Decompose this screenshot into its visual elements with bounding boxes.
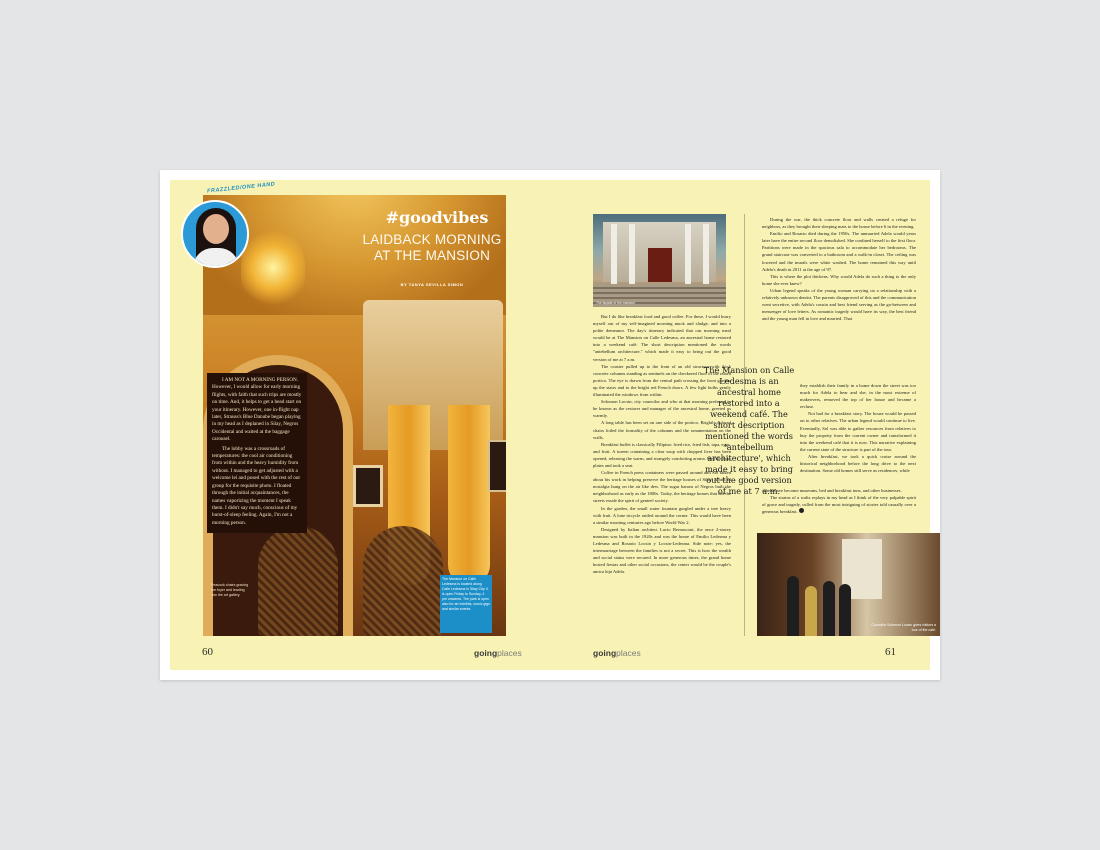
body-paragraph: A long table has been set on one side of the portico. Brightly colored chairs foiled the formality of the columns and the ornamentation on the walls. [593,420,731,440]
tour-group-photo [757,533,940,636]
mansion-facade-photo [593,214,726,307]
wall-portrait [353,465,383,507]
body-paragraph: In the garden, the small water fountain gurgled under a tree heavy with fruit. A lone tricycle rattled around the corner. This would have been a similar morning centuries ago before World War 2. [593,505,731,525]
body-paragraph: they establish their family in a home down the street was too much for Adela to bear and she, in the most extreme of makeovers, removed the top of her house and became a recluse. [800,383,916,410]
magazine-logo-right [593,648,641,658]
pull-quote: The Mansion on Calle Ledesma is an ancestral home restored into a weekend café. The short description mentioned the words 'antebellum architecture', which made it easy to bring out the good version of me at 7 a.m. [703,365,795,496]
tour-photo-caption: Councilor Solomon Locsin gives visitors a tour of the café. [871,623,936,632]
article-column-2-continued [800,382,916,474]
body-paragraph: During the war, the thick concrete floor and walls created a refuge for neighbors, as they brought their sleeping mats to the house before 6 in the evening. [762,217,916,230]
peacock-chair-left [258,526,338,636]
intro-paragraph: I AM NOT A MORNING PERSON. However, I would allow for early morning flights, with faith that such trips are mostly on time. And, it helps to get a head start on your itinerary. However, one in-flight nap later, Strauss's Blue Danube began playing in my head as I deplaned in Silay, Negros Occidental and waited at the baggage carousel. [212,377,302,443]
column [629,224,635,284]
red-french-door [648,248,672,282]
body-paragraph: After breakfast, we took a quick cruise around the historical neighborhood before the long drive to the next destination. Some old homes still serve as residences, while [800,453,916,474]
person [823,581,835,636]
section-hashtag: #goodvibes [385,208,489,227]
magazine-logo-left [474,648,522,658]
chandelier [241,225,305,310]
intro-paragraph: The lobby was a crossroads of temperatures: the cool air conditioning from within and the heavy humidity from without. I managed to get adjusted with a welcome lei and posed with the rest of our group for the requisite photo. I floated through the initial acquaintances, the names vaporizing the moment I speak them. I didn't say much, conscious of my burst-of-sleep feeling. Again, I'm not a morning person. [212,445,301,526]
wall-portrait-small [488,440,506,492]
body-paragraph: Breakfast buffet is classically Filipino: fried rice, fried fish, tapa, eggs, and fruit. A tureen containing a clear soup with chopped liver has been opened, releasing the warm, and strangely comforting aroma. We filled our plates and took a seat. [593,441,731,468]
body-paragraph: Not bad for a breakfast story. The house would be passed on to other relatives. The urban legend would continue to live. Eventually, Sol was able to gather resources from relatives to buy the property from the current owner and transformed it into the weekend café that it is now. This narrative explaining the current state of the structure is part of the tour. [800,411,916,452]
avatar-face [203,214,229,244]
page-number-right: 61 [885,646,896,658]
column [611,224,617,284]
column [703,224,709,284]
column-label: FRAZZLED/ONE HAND [206,181,276,195]
person [805,586,817,636]
logo-bold: going [474,648,498,658]
author-avatar [181,200,249,268]
article-byline: BY TANYA SEVILLA SIMON [400,282,464,287]
logo-bold: going [593,648,617,658]
body-paragraph: Designed by Italian architect Lucio Bernasconi, the once 2-storey mansion was built in the 1920s and was the home of Emilio Ledesma y Ledesma and Rosario Locsin y Locsin-Ledesma. Side note: yes, the intermarriage between the families is not a secret. This is how the wealth and social status were secured. In more generous times, the grand home hosted fiestas and other social occasions, the center would be the couple's amica hija Adela. [593,526,731,575]
body-paragraph: The coaster pulled up to the front of an old structure with thick concrete columns standing as sentinels on the checkered floor of the raised portico. The eye is drawn from the central path crossing the front garden, up the stairs and to the bright red French doors. A few light bulbs gently illuminated the windows from within. [593,363,731,398]
article-column-2-ending [762,487,916,515]
body-paragraph: This is where the plot thickens. Why would Adela do such a thing to the only home she ever knew? [762,273,916,286]
caption-peacock-chairs: Peacock chairs gracing the foyer and leading into the art gallery. [211,583,249,597]
article-column-2 [762,216,916,322]
peacock-chair-right [363,526,443,636]
body-paragraph: Coffee in French press containers were passed around and Sol talked about his work in helping preserve the heritage houses of Silay. A hint of nostalgia hung on the air like dew. The sugar barons of Negros built the neighborhood as early as the 1800s. Today, the heritage homes that dot the streets exude the spirit of genteel society. [593,470,731,504]
title-line-2: AT THE MANSION [373,248,491,263]
body-paragraph: others have become museums, bed and breakfast inns, and other businesses. [762,488,902,493]
logo-light: places [497,648,522,658]
column [685,224,691,284]
logo-light: places [616,648,641,658]
intro-text-block [207,373,307,533]
caption-info-box: The Mansion on Calle Ledesma is located along Calle Ledesma in Silay City. It is open Friday to Sunday, 4 pm onwards. The park is open also for art exhibits, music gigs and similar events. [440,575,492,633]
body-paragraph: Emilio and Rosario died during the 1950s. The unmarried Adela would years later have the entire second floor demolished. She confined herself to the first floor. Partitions were made in the spacious sala to accommodate her bedrooms. The grand staircase was converted to a bathroom and a walk-in closet. The ceiling was lowered and the murals were white washed. The home remained this way until Adela's death in 2011 at the age of 97. [762,231,916,272]
person [787,576,799,636]
closing-paragraph-text: The strains of a waltz replays in my head as I think of the very palpable spirit of grace and tragedy, culled from the most intriguing of stories told casually over a generous breakfast. [762,495,916,515]
body-paragraph: But I do like breakfast food and good coffee. For these, I would hurry myself out of my self-imagined morning muck and sludge, and into a polite demeanor. The day's itinerary indicated that our morning meal would be at The Mansion on Calle Ledesma, an ancestral home restored into a weekend café. The short description mentioned the words "antebellum architecture," which made it easy to bring out the good version of me at 7 a.m. [593,314,731,362]
title-line-1: LAIDBACK MORNING [362,232,502,247]
page-number-left: 60 [202,646,213,658]
body-paragraph [762,494,916,515]
body-paragraph: Solomon Locsin, city councilor and who at that morning preferred to be known as the restorer and manager of the ancestral home, greeted us warmly. [593,399,731,419]
body-paragraph: Urban legend speaks of the young woman carrying on a relationship with a relatively unknown dentist. The parents disapproved of this and the communication went secretive, with Adela's cousin and best friend serving as the go-between and messenger of love letters. As romantic tragedy would have its way, the best friend and the young man fell in love and married. That [762,287,916,322]
end-of-article-mark [799,508,804,513]
facade-photo-caption: The façade of the mansion. [596,301,636,305]
curtain-right [448,405,490,585]
person [839,584,851,636]
article-title [362,232,502,264]
